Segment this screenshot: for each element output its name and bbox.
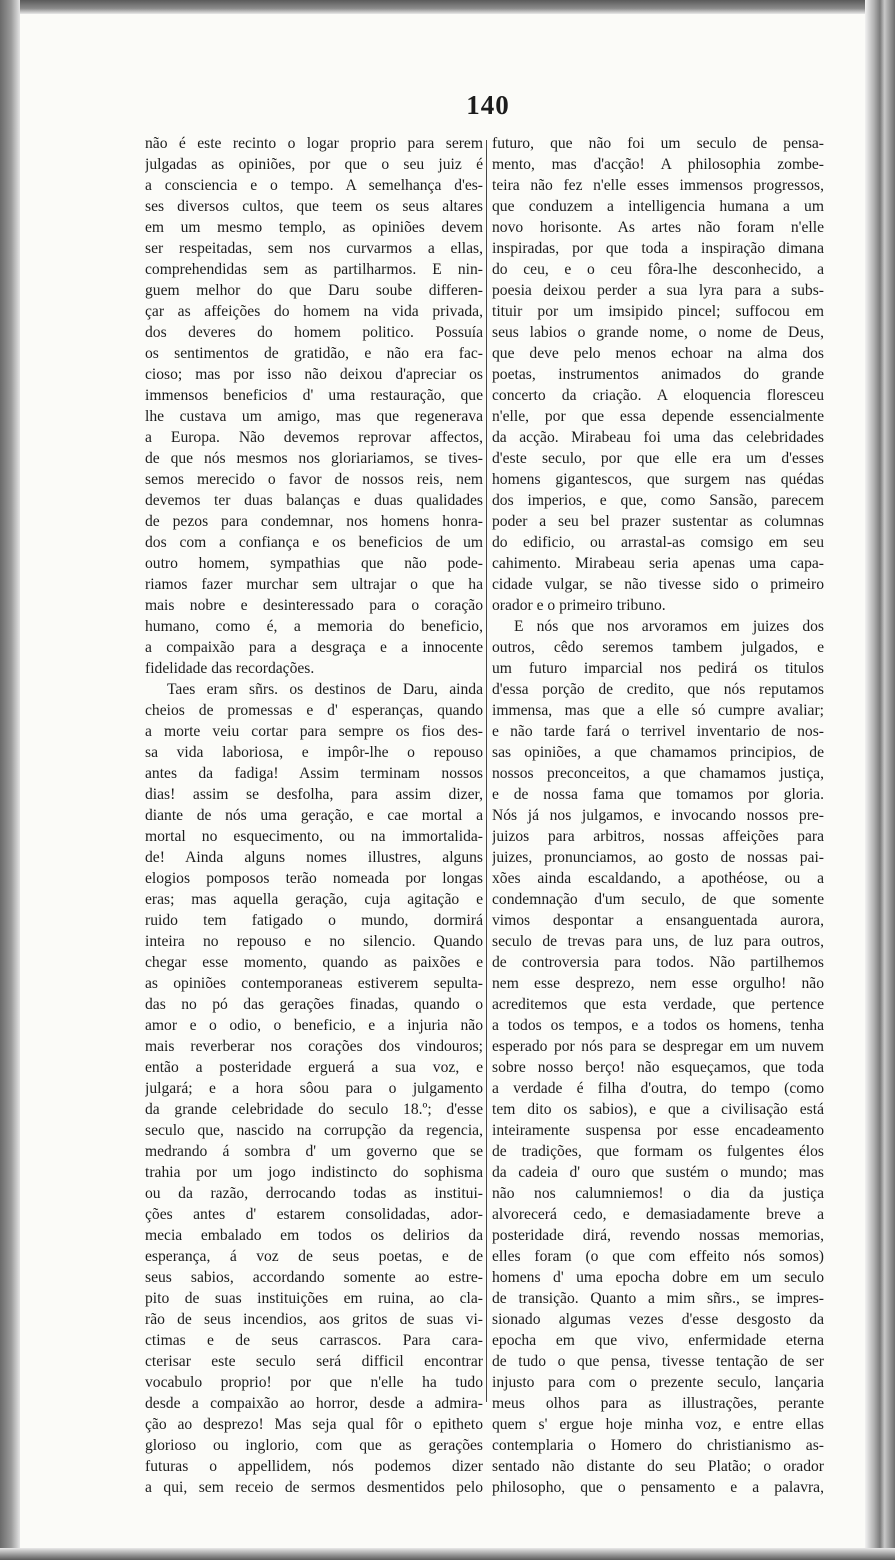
- text-line: condemnação d'um seculo, de que somente: [492, 891, 824, 908]
- text-line: poesia deixou perder a sua lyra para a subs-: [492, 282, 824, 299]
- text-line: dos imperios, e que, como Sansão, parecem: [492, 492, 824, 509]
- text-line: medrando á sombra d' um governo que se: [145, 1143, 483, 1160]
- text-line: posteridade dirá, revendo nossas memorias,: [492, 1227, 824, 1244]
- text-line: devemos ter duas balanças e duas qualidades: [145, 492, 483, 509]
- text-line: alvorecerá cedo, e demasiadamente breve a: [492, 1206, 824, 1223]
- text-line: outros, cêdo seremos tambem julgados, e: [492, 639, 824, 656]
- text-line: e de nossa fama que tomamos por gloria.: [492, 786, 824, 803]
- text-line: nem esse desprezo, nem esse orgulho! não: [492, 975, 824, 992]
- text-line: humano, como é, a memoria do beneficio,: [145, 618, 483, 635]
- text-line: quem s' ergue hoje minha voz, e entre ellas: [492, 1416, 824, 1433]
- text-line: sentado não distante do seu Platão; o orador: [492, 1458, 824, 1475]
- text-line: vocabulo proprio! por que n'elle ha tudo: [145, 1374, 483, 1391]
- text-line: outro homem, sympathias que não pode-: [145, 555, 483, 572]
- text-line: meus olhos para as illustrações, perante: [492, 1395, 824, 1412]
- text-line: de controversia para todos. Não partilhemos: [492, 954, 824, 971]
- text-line: dias! assim se desfolha, para assim dizer,: [145, 786, 483, 803]
- text-line: cidade vulgar, se não tivesse sido o primeiro: [492, 576, 824, 593]
- text-line: julgará; e a hora sôou para o julgamento: [145, 1080, 483, 1097]
- text-line: chegar esse momento, quando as paixões e: [145, 954, 483, 971]
- text-line: mortal no esquecimento, ou na immortalida-: [145, 828, 483, 845]
- text-line: então a posteridade erguerá a sua voz, e: [145, 1059, 483, 1076]
- right-text-column: [492, 133, 824, 1498]
- scan-right-edge: [865, 0, 895, 1560]
- text-line: nossos preconceitos, a que chamamos justiça,: [492, 765, 824, 782]
- text-line: dos deveres do homem politico. Possuía: [145, 324, 483, 341]
- text-line: esperança, á voz de seus poetas, e de: [145, 1248, 483, 1265]
- text-line: desde a compaixão ao horror, desde a admira-: [145, 1395, 483, 1412]
- text-line: n'elle, por que essa depende essencialmente: [492, 408, 824, 425]
- text-line: poder a seu bel prazer sustentar as columnas: [492, 513, 824, 530]
- text-line: a Europa. Não devemos reprovar affectos,: [145, 429, 483, 446]
- text-line: seculo que, nascido na corrupção da regencia,: [145, 1122, 483, 1139]
- text-line: a todos os tempos, e a todos os homens, tenha: [492, 1017, 824, 1034]
- text-line: ções antes d' estarem consolidadas, ador-: [145, 1206, 483, 1223]
- text-line: a morte veiu cortar para sempre os fios des-: [145, 723, 483, 740]
- text-line: dos com a confiança e os beneficios de um: [145, 534, 483, 551]
- text-line: glorioso ou inglorio, com que as gerações: [145, 1437, 483, 1454]
- text-line: mecia embalado em todos os delirios da: [145, 1227, 483, 1244]
- text-line: teira não fez n'elle esses immensos progressos,: [492, 177, 824, 194]
- text-line: cheios de promessas e d' esperanças, quando: [145, 702, 483, 719]
- text-line: rão de seus incendios, aos gritos de suas vi-: [145, 1311, 483, 1328]
- text-line: d'este seculo, por que elle era um d'esses: [492, 450, 824, 467]
- text-line: elogios pomposos terão nomeada por longas: [145, 870, 483, 887]
- text-line: cterisar este seculo será difficil encontrar: [145, 1353, 483, 1370]
- text-line: do edificio, ou arrastal-as comsigo em seu: [492, 534, 824, 551]
- text-line: da grande celebridade do seculo 18.º; d'esse: [145, 1101, 483, 1118]
- text-line: tem dito os sabios), e que a civilisação está: [492, 1101, 824, 1118]
- text-line: um futuro imparcial nos pedirá os titulos: [492, 660, 824, 677]
- text-line: inteira no repouso e no silencio. Quando: [145, 933, 483, 950]
- text-line: a consciencia e o tempo. A semelhança d'es-: [145, 177, 483, 194]
- text-line: que conduzem a intelligencia humana a um: [492, 198, 824, 215]
- text-line: mais nobre e desinteressado para o coração: [145, 597, 483, 614]
- text-line: não é este recinto o logar proprio para serem: [145, 135, 483, 152]
- text-line: comprehendidas sem as partilharmos. E nin-: [145, 261, 483, 278]
- text-line: as opiniões contemporaneas estiverem sepulta-: [145, 975, 483, 992]
- text-line: immensa, mas que a elle só cumpre avaliar;: [492, 702, 824, 719]
- text-line: da acção. Mirabeau foi uma das celebridades: [492, 429, 824, 446]
- text-line: ruido tem fatigado o mundo, dormirá: [145, 912, 483, 929]
- text-line: tituir por um imsipido pincel; suffocou em: [492, 303, 824, 320]
- text-line: çar as affeições do homem na vida privada,: [145, 303, 483, 320]
- text-line: diante de nós uma geração, e cae mortal a: [145, 807, 483, 824]
- text-line: a verdade é filha d'outra, do tempo (como: [492, 1080, 824, 1097]
- text-line: de! Ainda alguns nomes illustres, alguns: [145, 849, 483, 866]
- text-line: Nós já nos julgamos, e invocando nossos pre-: [492, 807, 824, 824]
- text-line: inspiradas, por que toda a inspiração dimana: [492, 240, 824, 257]
- text-line: não nos calumniemos! o dia da justiça: [492, 1185, 824, 1202]
- text-line: contemplaria o Homero do christianismo as-: [492, 1437, 824, 1454]
- text-line: sa vida laboriosa, e impôr-lhe o repouso: [145, 744, 483, 761]
- text-line: de pezos para condemnar, nos homens honra-: [145, 513, 483, 530]
- text-line: juizes, pronunciamos, ao gosto de nossas pai-: [492, 849, 824, 866]
- text-line: inteiramente suspensa por esse encadeamento: [492, 1122, 824, 1139]
- text-line: epocha em que vivo, enfermidade eterna: [492, 1332, 824, 1349]
- text-line: lhe custava um amigo, mas que regenerava: [145, 408, 483, 425]
- column-divider: [486, 140, 487, 1402]
- text-line: semos merecido o favor de nossos reis, nem: [145, 471, 483, 488]
- text-line: mento, mas d'acção! A philosophia zombe-: [492, 156, 824, 173]
- text-line: ser respeitadas, sem nos curvarmos a ellas,: [145, 240, 483, 257]
- text-line: sobre nosso berço! não esqueçamos, que toda: [492, 1059, 824, 1076]
- text-line: de tudo o que pensa, tivesse tentação de ser: [492, 1353, 824, 1370]
- text-line: trahia por um jogo indistincto do sophisma: [145, 1164, 483, 1181]
- text-line: orador e o primeiro tribuno.: [492, 597, 666, 614]
- text-line: ção ao desprezo! Mas seja qual fôr o epitheto: [145, 1416, 483, 1433]
- page-number: 140: [466, 90, 510, 120]
- text-line: pito de suas instituições em ruina, ao cla-: [145, 1290, 483, 1307]
- text-line: os sentimentos de gratidão, e não era fac-: [145, 345, 483, 362]
- scan-left-edge: [0, 0, 20, 1560]
- text-line: concerto da criação. A eloquencia floresceu: [492, 387, 824, 404]
- text-line: futuro, que não foi um seculo de pensa-: [492, 135, 824, 152]
- text-line: de transição. Quanto a mim sñrs., se impres-: [492, 1290, 824, 1307]
- text-line: Taes eram sñrs. os destinos de Daru, ainda: [167, 681, 483, 698]
- text-line: d'essa porção de credito, que nós reputamos: [492, 681, 824, 698]
- text-line: de tradições, que formam os fulgentes élos: [492, 1143, 824, 1160]
- text-line: das no pó das gerações finadas, quando o: [145, 996, 483, 1013]
- text-line: do ceu, e o ceu fôra-lhe desconhecido, a: [492, 261, 824, 278]
- text-line: ou da razão, derrocando todas as institui-: [145, 1185, 483, 1202]
- text-line: seus labios o grande nome, o nome de Deus,: [492, 324, 824, 341]
- text-line: seus sabios, accordando somente ao estre-: [145, 1269, 483, 1286]
- text-line: cahimento. Mirabeau seria apenas uma capa-: [492, 555, 824, 572]
- text-line: fidelidade das recordações.: [145, 660, 315, 677]
- text-line: da cadeia d' ouro que sustém o mundo; mas: [492, 1164, 824, 1181]
- scan-top-edge: [0, 0, 895, 14]
- text-line: homens d' uma epocha dobre em um seculo: [492, 1269, 824, 1286]
- text-line: injusto para com o prezente seculo, lançaria: [492, 1374, 824, 1391]
- text-line: poetas, instrumentos animados do grande: [492, 366, 824, 383]
- text-line: E nós que nos arvoramos em juizes dos: [514, 618, 824, 635]
- text-line: juizos para arbitros, nossas affeições para: [492, 828, 824, 845]
- text-line: a compaixão para a desgraça e a innocente: [145, 639, 483, 656]
- text-line: novo horisonte. As artes não foram n'elle: [492, 219, 824, 236]
- text-line: julgadas as opiniões, por que o seu juiz é: [145, 156, 483, 173]
- text-line: de que nós mesmos nos gloriariamos, se tives-: [145, 450, 483, 467]
- text-line: a qui, sem receio de sermos desmentidos pelo: [145, 1479, 483, 1496]
- text-line: futuras o appellidem, nós podemos dizer: [145, 1458, 483, 1475]
- text-line: e não tarde fará o terrivel inventario de nos-: [492, 723, 824, 740]
- text-line: ses diversos cultos, que teem os seus altares: [145, 198, 483, 215]
- text-line: seculo de trevas para uns, de luz para outros,: [492, 933, 824, 950]
- text-line: homens gigantescos, que surgem nas quédas: [492, 471, 824, 488]
- text-line: mais reverberar nos corações dos vindouros;: [145, 1038, 483, 1055]
- text-line: ctimas e de seus carrascos. Para cara-: [145, 1332, 483, 1349]
- text-line: antes da fadiga! Assim terminam nossos: [145, 765, 483, 782]
- text-line: philosopho, que o pensamento e a palavra,: [492, 1479, 824, 1496]
- text-line: immensos beneficios d' uma restauração, que: [145, 387, 483, 404]
- text-line: vimos despontar a ensanguentada aurora,: [492, 912, 824, 929]
- text-line: elles foram (o que com effeito nós somos): [492, 1248, 824, 1265]
- text-line: guem melhor do que Daru soube differen-: [145, 282, 483, 299]
- text-line: sas opiniões, a que chamamos principios, de: [492, 744, 824, 761]
- text-line: em um mesmo templo, as opiniões devem: [145, 219, 483, 236]
- text-line: acreditemos que esta verdade, que pertence: [492, 996, 824, 1013]
- text-line: riamos fazer murchar sem ultrajar o que ha: [145, 576, 483, 593]
- text-line: amor e o odio, o beneficio, e a injuria não: [145, 1017, 483, 1034]
- text-line: xões ainda escaldando, a apothéose, ou a: [492, 870, 824, 887]
- scan-bottom-edge: [0, 1548, 895, 1560]
- text-line: sionado algumas vezes d'esse desgosto da: [492, 1311, 824, 1328]
- text-line: que deve pelo menos echoar na alma dos: [492, 345, 824, 362]
- text-line: esperado por nós para se despregar em um nuvem: [492, 1038, 824, 1055]
- text-line: cioso; mas por isso não deixou d'apreciar os: [145, 366, 483, 383]
- left-text-column: [145, 133, 483, 1498]
- text-line: eras; mas aquella geração, cuja agitação e: [145, 891, 483, 908]
